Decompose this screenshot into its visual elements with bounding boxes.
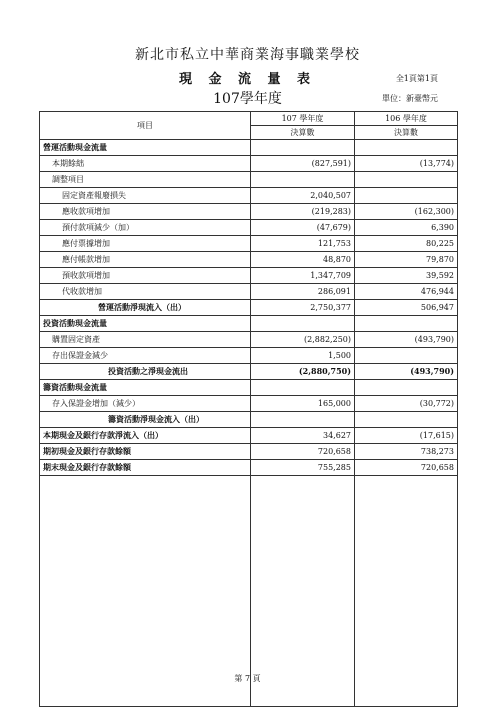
table-row bbox=[40, 156, 458, 172]
report-title: 現 金 流 量 表 bbox=[178, 72, 317, 87]
table-row bbox=[40, 460, 458, 476]
total-label: 期初現金及銀行存款餘額 bbox=[40, 444, 251, 460]
fiscal-year: 107學年度 bbox=[213, 91, 282, 107]
header-item: 項目 bbox=[40, 112, 251, 140]
subtotal-label: 投資活動之淨現金流出 bbox=[40, 364, 251, 380]
header-col-a-year: 107 學年度 bbox=[251, 112, 355, 126]
value-107: 34,627 bbox=[251, 428, 355, 444]
value-106: (30,772) bbox=[355, 396, 458, 412]
table-row bbox=[40, 396, 458, 412]
table-row bbox=[40, 268, 458, 284]
table-row bbox=[40, 428, 458, 444]
value-107: 1,347,709 bbox=[251, 268, 355, 284]
table-row bbox=[40, 284, 458, 300]
row-label: 存出保證金減少 bbox=[40, 348, 251, 364]
value-107: (2,880,750) bbox=[251, 364, 355, 380]
value-107: 121,753 bbox=[251, 236, 355, 252]
table-row bbox=[40, 364, 458, 380]
value-106: 506,947 bbox=[355, 300, 458, 316]
table-row bbox=[40, 236, 458, 252]
row-label: 調整項目 bbox=[40, 172, 251, 188]
header-col-b-type: 決算數 bbox=[355, 126, 458, 140]
table-row bbox=[40, 300, 458, 316]
page-info: 全1頁第1頁 bbox=[395, 74, 438, 83]
value-106: 6,390 bbox=[355, 220, 458, 236]
table-row bbox=[40, 444, 458, 460]
table-row bbox=[40, 140, 458, 156]
section-label: 籌資活動現金流量 bbox=[40, 380, 251, 396]
value-106: (13,774) bbox=[355, 156, 458, 172]
value-107: 286,091 bbox=[251, 284, 355, 300]
subtotal-label: 營運活動淨現流入（出） bbox=[40, 300, 251, 316]
cash-flow-table bbox=[39, 111, 458, 707]
value-107 bbox=[251, 412, 355, 428]
value-106: (17,615) bbox=[355, 428, 458, 444]
value-106: (493,790) bbox=[355, 332, 458, 348]
header-col-a-type: 決算數 bbox=[251, 126, 355, 140]
table-row bbox=[40, 204, 458, 220]
table-row bbox=[40, 380, 458, 396]
value-106: (162,300) bbox=[355, 204, 458, 220]
value-106: 738,273 bbox=[355, 444, 458, 460]
blank-cell bbox=[251, 476, 355, 707]
page-number: 第 7 頁 bbox=[234, 674, 261, 683]
row-label: 預收款項增加 bbox=[40, 268, 251, 284]
value-106: 79,870 bbox=[355, 252, 458, 268]
value-107: 1,500 bbox=[251, 348, 355, 364]
value-106 bbox=[355, 172, 458, 188]
blank-filler-row bbox=[40, 476, 458, 707]
table-row bbox=[40, 220, 458, 236]
header-col-b-year: 106 學年度 bbox=[355, 112, 458, 126]
value-107 bbox=[251, 172, 355, 188]
row-label: 應付帳款增加 bbox=[40, 252, 251, 268]
value-107: (2,882,250) bbox=[251, 332, 355, 348]
row-label: 代收款增加 bbox=[40, 284, 251, 300]
row-label: 存入保證金增加（減少） bbox=[40, 396, 251, 412]
table-row bbox=[40, 252, 458, 268]
row-label: 應付票據增加 bbox=[40, 236, 251, 252]
value-107: 48,870 bbox=[251, 252, 355, 268]
value-107: (827,591) bbox=[251, 156, 355, 172]
row-label: 固定資產報廢損失 bbox=[40, 188, 251, 204]
row-label: 應收款項增加 bbox=[40, 204, 251, 220]
row-label: 預付款項減少（加） bbox=[40, 220, 251, 236]
value-106 bbox=[355, 316, 458, 332]
value-107: 755,285 bbox=[251, 460, 355, 476]
value-106: 720,658 bbox=[355, 460, 458, 476]
table-row bbox=[40, 348, 458, 364]
table-row bbox=[40, 332, 458, 348]
value-106 bbox=[355, 140, 458, 156]
total-label: 本期現金及銀行存款淨流入（出） bbox=[40, 428, 251, 444]
value-107: 2,750,377 bbox=[251, 300, 355, 316]
subtotal-label: 籌資活動淨現金流入（出） bbox=[40, 412, 251, 428]
value-107: (219,283) bbox=[251, 204, 355, 220]
value-107: 720,658 bbox=[251, 444, 355, 460]
blank-cell bbox=[355, 476, 458, 707]
value-107 bbox=[251, 140, 355, 156]
value-107 bbox=[251, 380, 355, 396]
school-name: 新北市私立中華商業海事職業學校 bbox=[135, 47, 360, 63]
value-106 bbox=[355, 348, 458, 364]
currency-unit: 單位：新臺幣元 bbox=[382, 94, 438, 103]
section-label: 營運活動現金流量 bbox=[40, 140, 251, 156]
section-label: 投資活動現金流量 bbox=[40, 316, 251, 332]
value-107: (47,679) bbox=[251, 220, 355, 236]
value-106: 39,592 bbox=[355, 268, 458, 284]
value-106 bbox=[355, 188, 458, 204]
value-106 bbox=[355, 380, 458, 396]
value-107 bbox=[251, 316, 355, 332]
total-label: 期末現金及銀行存款餘額 bbox=[40, 460, 251, 476]
value-107: 2,040,507 bbox=[251, 188, 355, 204]
table-row bbox=[40, 316, 458, 332]
blank-cell bbox=[40, 476, 251, 707]
table-row bbox=[40, 188, 458, 204]
value-106: 80,225 bbox=[355, 236, 458, 252]
row-label: 本期餘絀 bbox=[40, 156, 251, 172]
table-row bbox=[40, 412, 458, 428]
table-row bbox=[40, 172, 458, 188]
value-106: 476,944 bbox=[355, 284, 458, 300]
value-106: (493,790) bbox=[355, 364, 458, 380]
row-label: 購置固定資產 bbox=[40, 332, 251, 348]
value-106 bbox=[355, 412, 458, 428]
value-107: 165,000 bbox=[251, 396, 355, 412]
